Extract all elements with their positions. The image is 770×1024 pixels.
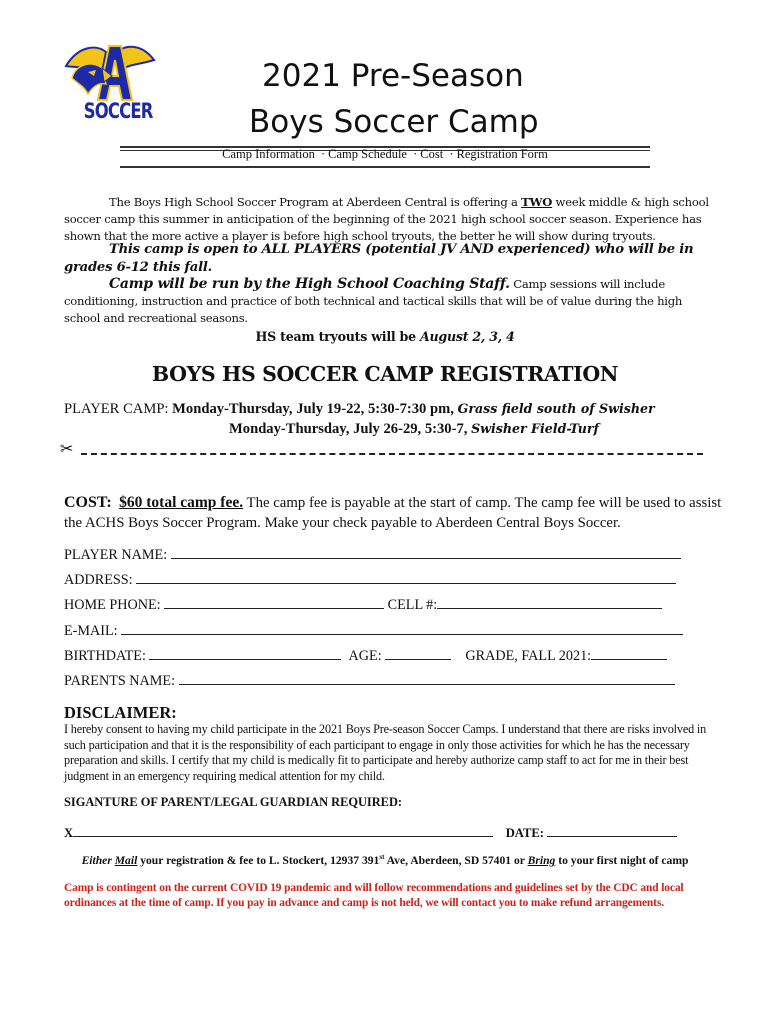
tryouts-dates: August 2, 3, 4 — [419, 329, 515, 344]
nav-separator: · — [449, 147, 454, 161]
staff-heading: Camp will be run by the High School Coaching Staff. — [109, 276, 510, 292]
session-1-time: Monday-Thursday, July 19-22, 5:30-7:30 pm, — [172, 401, 454, 417]
signature-field[interactable] — [73, 824, 493, 837]
header-rule-bottom — [120, 166, 650, 168]
mail-address-rest: Ave, Aberdeen, SD 57401 or — [384, 853, 528, 867]
player-camp-label: PLAYER CAMP: — [64, 401, 173, 417]
email-label: E-MAIL: — [64, 623, 118, 639]
cost-fee: $60 total camp fee. — [119, 494, 244, 511]
nav-item-registration-form: Registration Form — [456, 147, 548, 161]
parents-name-label: PARENTS NAME: — [64, 673, 176, 689]
address-row — [64, 571, 676, 589]
parents-name-row — [64, 672, 675, 690]
intro-paragraph — [64, 194, 712, 245]
cost-paragraph — [64, 493, 724, 533]
session-2-location: Swisher Field-Turf — [471, 421, 599, 436]
cut-line — [81, 453, 703, 455]
bring-word: Bring — [527, 853, 556, 867]
birthdate-field[interactable] — [149, 647, 341, 660]
logo-text: SOCCER — [83, 99, 153, 123]
page-title-line2: Boys Soccer Camp — [249, 104, 539, 140]
player-name-field[interactable] — [171, 546, 681, 559]
disclaimer-text: I hereby consent to having my child participate in the 2021 Boys Pre-season Soccer Camps. I understand that there are risks involved in such participation and that it is the responsibility of each participant to engage in only those activities for which he has the necessary preparation and skills. I certify that my child is medically fit to participate and hereby authorize camp staff to act for me in their best judgment in an emergency requiring medical attention for my child. — [64, 722, 707, 783]
mail-either: Either — [81, 853, 115, 867]
date-label: DATE: — [505, 826, 544, 840]
age-label: AGE: — [348, 648, 382, 664]
staff-paragraph — [64, 276, 712, 327]
intro-text-a: The Boys High School Soccer Program at Aberdeen Central is offering a — [109, 195, 522, 209]
signature-row — [64, 824, 677, 841]
covid-notice: Camp is contingent on the current COVID 19 pandemic and will follow recommendations and guidelines set by the CDC and local ordinances at the time of camp. If you pay in advance and camp is not held, we will contact you to make refund arrangements. — [64, 882, 684, 909]
nav-separator: · — [320, 147, 326, 161]
cell-label: CELL #: — [387, 597, 438, 613]
scissors-icon: ✂ — [60, 439, 74, 458]
email-row — [64, 622, 683, 640]
section-nav — [0, 147, 770, 162]
parents-name-field[interactable] — [179, 672, 675, 685]
email-field[interactable] — [121, 622, 683, 635]
mail-address-part: your registration & fee to L. Stockert, 12937 391 — [137, 853, 380, 867]
mail-instructions — [0, 853, 770, 867]
session-2-time: Monday-Thursday, July 26-29, 5:30-7, — [229, 421, 468, 437]
disclaimer-heading: DISCLAIMER: — [64, 703, 177, 722]
nav-item-cost: Cost — [420, 147, 444, 161]
player-name-row — [64, 546, 681, 564]
cell-field[interactable] — [437, 596, 662, 609]
tryouts-line — [0, 328, 770, 345]
cost-text: The camp fee is payable at the start of camp. The camp fee will be used to assist the ACHS Boys Soccer Program. Make your check payable to Aberdeen Central Boys Soccer. — [64, 495, 722, 531]
eligibility-paragraph — [64, 241, 712, 277]
player-camp-session-2 — [229, 421, 599, 438]
grade-field[interactable] — [591, 647, 667, 660]
home-phone-label: HOME PHONE: — [64, 597, 161, 613]
signature-x: X — [64, 826, 74, 840]
address-label: ADDRESS: — [64, 572, 133, 588]
age-field[interactable] — [385, 647, 451, 660]
mail-word: Mail — [114, 853, 138, 867]
signature-heading: SIGANTURE OF PARENT/LEGAL GUARDIAN REQUIRED: — [64, 795, 403, 809]
session-1-location: Grass field south of Swisher — [457, 401, 655, 416]
grade-label: GRADE, FALL 2021: — [465, 648, 592, 664]
nav-item-camp-schedule: Camp Schedule — [328, 147, 407, 161]
player-name-label: PLAYER NAME: — [64, 547, 168, 563]
birthdate-row — [64, 647, 667, 665]
intro-text-b: week middle & high school soccer camp this summer in anticipation of the beginning of the 2021 high school soccer season. Experience has shown that the more active a player is before high school tryouts, the better he will show during tryouts. — [64, 195, 709, 243]
home-phone-field[interactable] — [164, 596, 384, 609]
team-logo — [62, 42, 158, 130]
page-title-line1: 2021 Pre-Season — [262, 58, 524, 94]
intro-two-emphasis: TWO — [521, 195, 553, 209]
registration-title: BOYS HS SOCCER CAMP REGISTRATION — [151, 362, 619, 386]
tryouts-label: HS team tryouts will be — [255, 329, 420, 344]
player-camp-session-1 — [64, 401, 655, 418]
eligibility-text: This camp is open to ALL PLAYERS (potential JV AND experienced) who will be in grades 6-12 this fall. — [64, 242, 694, 275]
mail-end: to your first night of camp — [555, 853, 689, 867]
mail-ordinal: st — [379, 853, 385, 861]
address-field[interactable] — [136, 571, 676, 584]
phone-row — [64, 596, 662, 614]
cost-label: COST: — [64, 494, 112, 511]
birthdate-label: BIRTHDATE: — [64, 648, 146, 664]
nav-separator: · — [413, 147, 418, 161]
date-field[interactable] — [547, 824, 677, 837]
staff-text: Camp sessions will include conditioning, instruction and practice of both technical and tactical skills that will be of value during the high school and recreational seasons. — [64, 277, 683, 325]
eagle-a-emblem — [62, 42, 158, 104]
nav-item-camp-information: Camp Information — [222, 147, 315, 161]
